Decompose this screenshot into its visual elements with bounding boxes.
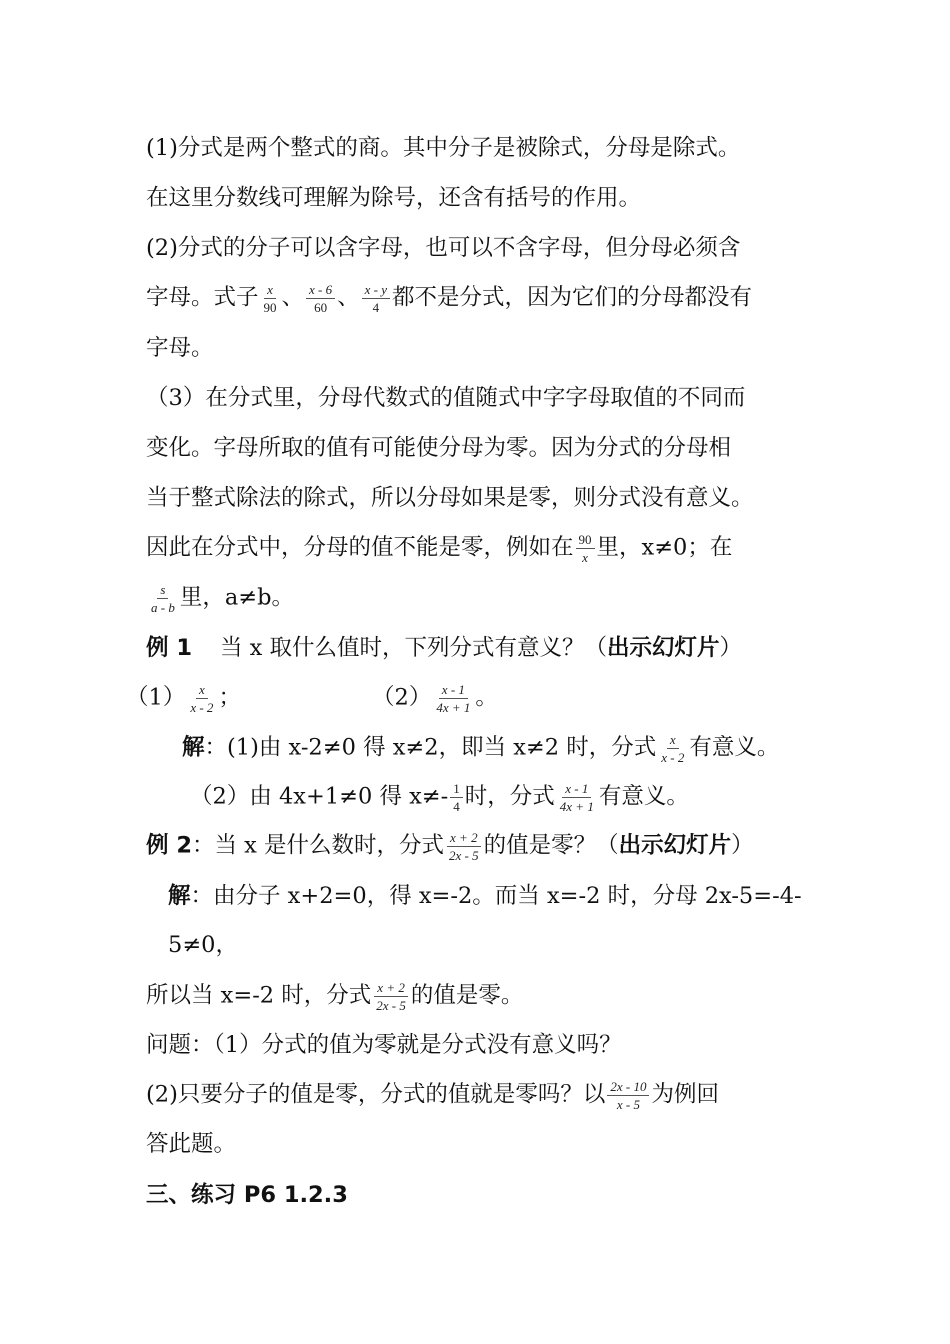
denominator: 4x + 1 <box>559 799 594 814</box>
fraction <box>187 682 216 715</box>
item-number: （2） <box>372 684 432 711</box>
text: (2)只要分子的值是零，分式的值就是零吗？以 <box>146 1081 606 1108</box>
fraction <box>306 282 335 315</box>
fraction <box>148 582 178 615</box>
denominator: 4 <box>453 799 460 814</box>
text: ：当 x 是什么数时，分式 <box>192 832 444 859</box>
solution-line <box>146 980 523 1013</box>
numerator: s <box>157 582 168 599</box>
text: 里，x≠0；在 <box>596 534 733 561</box>
text: 有意义。 <box>689 734 780 761</box>
numerator: x - 1 <box>562 781 591 798</box>
text: ； <box>218 684 241 711</box>
fraction <box>261 282 280 315</box>
item-number: （1） <box>126 684 186 711</box>
fraction <box>446 830 482 863</box>
text: 都不是分式，因为它们的分母都没有 <box>392 284 753 311</box>
fraction <box>557 781 597 814</box>
fraction <box>373 980 409 1013</box>
separator: 、 <box>281 284 305 311</box>
bold-text: 出示幻灯片 <box>618 832 732 859</box>
example-heading <box>146 830 754 863</box>
example-items <box>372 682 498 715</box>
fraction <box>450 781 463 814</box>
numerator: 2x - 10 <box>607 1079 649 1096</box>
denominator: a - b <box>151 600 175 615</box>
denominator: 4x + 1 <box>436 700 471 715</box>
text: ） <box>719 635 743 661</box>
paragraph-line <box>146 582 294 615</box>
denominator: 4 <box>372 300 380 315</box>
paragraph-line: (2)分式的分子可以含字母，也可以不含字母，但分母必须含 <box>146 235 741 261</box>
paragraph-line: 字母。 <box>146 335 214 361</box>
fraction <box>658 732 687 765</box>
text: 时，分式 <box>464 783 555 810</box>
text: 为例回 <box>651 1081 719 1108</box>
paragraph-line: （3）在分式里，分母代数式的值随式中字字母取值的不同而 <box>146 385 746 411</box>
text: 字母。式子 <box>146 284 259 311</box>
solution-line <box>190 781 689 814</box>
example-heading <box>146 633 742 663</box>
solution-line <box>182 732 779 765</box>
denominator: x <box>582 550 588 565</box>
fraction <box>362 282 390 315</box>
fraction <box>576 532 595 565</box>
text: 有意义。 <box>598 783 689 810</box>
solution-label: 解 <box>182 734 205 761</box>
numerator: x + 2 <box>447 830 481 847</box>
text: 里，a≠b。 <box>179 584 295 611</box>
question-line: 答此题。 <box>146 1131 237 1157</box>
bold-text: 出示幻灯片 <box>607 635 720 661</box>
numerator: x - 6 <box>306 282 335 299</box>
numerator: x <box>196 682 208 699</box>
numerator: 1 <box>450 781 463 798</box>
paragraph-line <box>146 532 732 565</box>
numerator: x - 1 <box>439 682 468 699</box>
example-label: 例 1 <box>146 635 192 661</box>
example-items <box>126 682 241 715</box>
example-label: 例 2 <box>146 832 192 859</box>
paragraph-line: 在这里分数线可理解为除号，还含有括号的作用。 <box>146 185 642 211</box>
denominator: x - 5 <box>616 1097 640 1112</box>
text: 因此在分式中，分母的值不能是零，例如在 <box>146 534 574 561</box>
fraction <box>607 1079 649 1112</box>
denominator: x - 2 <box>661 750 685 765</box>
paragraph-line: 当于整式除法的除式，所以分母如果是零，则分式没有意义。 <box>146 485 754 511</box>
question-line <box>146 1079 719 1112</box>
paragraph-line <box>146 282 752 315</box>
denominator: x - 2 <box>190 700 214 715</box>
text: （2）由 4x+1≠0 得 x≠- <box>190 783 449 810</box>
solution-line <box>168 881 802 911</box>
question-line: 问题：（1）分式的值为零就是分式没有意义吗？ <box>146 1032 622 1058</box>
text: 所以当 x=-2 时，分式 <box>146 982 372 1009</box>
solution-label: 解 <box>168 883 191 909</box>
numerator: 90 <box>576 532 595 549</box>
text: 当 x 取什么值时，下列分式有意义？（ <box>220 635 607 661</box>
text: 。 <box>475 684 498 711</box>
numerator: x <box>264 282 276 299</box>
text: 的值是零。 <box>410 982 524 1009</box>
text: ：(1)由 x-2≠0 得 x≠2，即当 x≠2 时，分式 <box>204 734 657 761</box>
denominator: 2x - 5 <box>376 998 406 1013</box>
section-heading: 三、练习 P6 1.2.3 <box>146 1182 348 1208</box>
numerator: x - y <box>362 282 390 299</box>
denominator: 90 <box>263 300 277 315</box>
text: 的值是零？（ <box>483 832 619 859</box>
solution-line: 5≠0， <box>168 932 238 958</box>
denominator: 60 <box>314 300 328 315</box>
text: ） <box>731 832 754 859</box>
paragraph-line: 变化。字母所取的值有可能使分母为零。因为分式的分母相 <box>146 435 732 461</box>
fraction <box>433 682 473 715</box>
numerator: x + 2 <box>374 980 408 997</box>
numerator: x <box>667 732 679 749</box>
paragraph-line: (1)分式是两个整式的商。其中分子是被除式，分母是除式。 <box>146 135 741 161</box>
text: ：由分子 x+2=0，得 x=-2。而当 x=-2 时，分母 2x-5=-4- <box>190 883 802 909</box>
separator: 、 <box>337 284 360 311</box>
denominator: 2x - 5 <box>449 848 479 863</box>
